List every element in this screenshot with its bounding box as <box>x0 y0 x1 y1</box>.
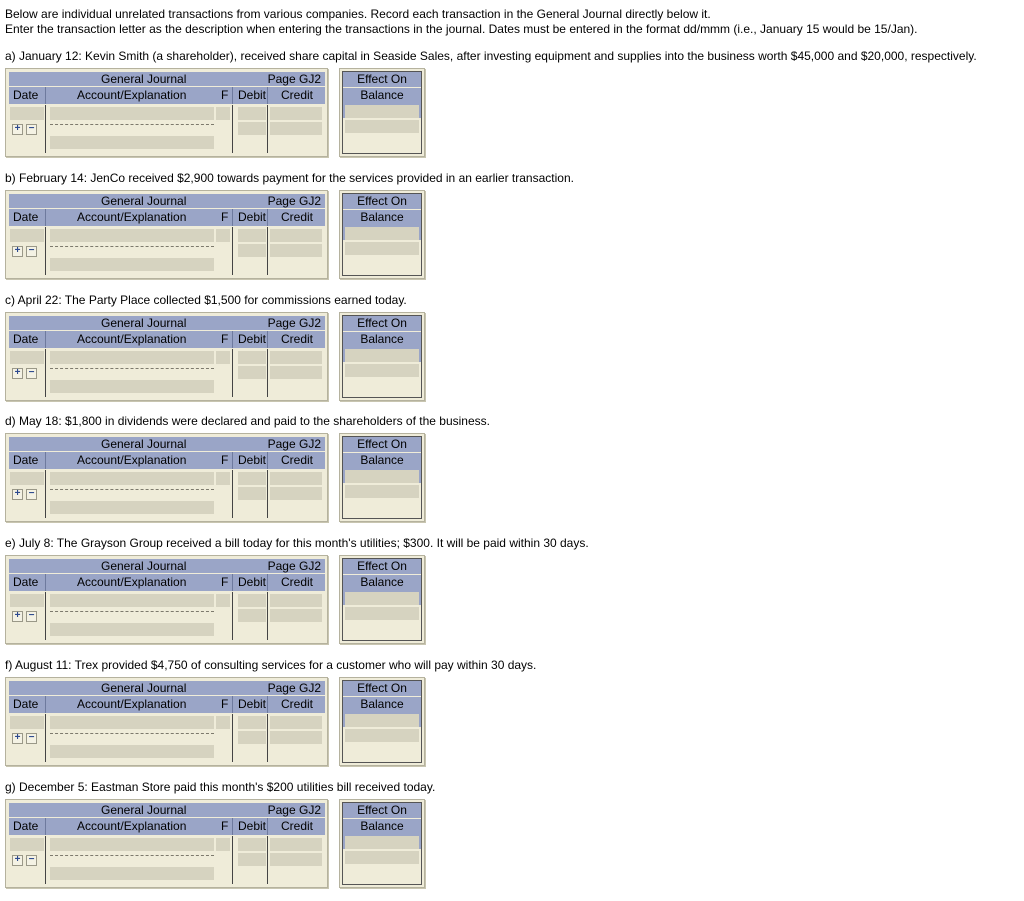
body-divider <box>267 470 268 518</box>
debit-input[interactable] <box>238 609 266 622</box>
effect-header-line-1: Effect On <box>343 316 421 331</box>
general-journal <box>5 68 328 157</box>
column-f: F <box>221 818 229 833</box>
explanation-input[interactable] <box>50 745 214 758</box>
debit-input[interactable] <box>238 244 266 257</box>
transaction-description: a) January 12: Kevin Smith (a shareholder), received share capital in Seaside Sales, after investing equipment and supplies into the business worth $45,000 and $20,000, respectively. <box>5 49 977 63</box>
effect-input[interactable] <box>345 607 419 620</box>
effect-input[interactable] <box>345 592 419 605</box>
column-f: F <box>221 331 229 346</box>
body-divider <box>45 349 46 397</box>
column-divider <box>267 696 268 713</box>
general-journal <box>5 312 328 401</box>
effect-on-balance-sheet <box>339 68 425 157</box>
date-input[interactable] <box>10 472 44 485</box>
body-divider <box>45 836 46 884</box>
journal-header-top <box>9 437 325 451</box>
column-f: F <box>221 697 229 711</box>
explanation-input[interactable] <box>50 623 214 636</box>
date-input[interactable] <box>10 107 44 120</box>
effect-inner-box <box>342 71 422 154</box>
transaction-description: d) May 18: $1,800 in dividends were declared and paid to the shareholders of the business. <box>5 414 490 429</box>
body-divider <box>45 105 46 153</box>
journal-column-headers <box>9 209 325 226</box>
credit-input[interactable] <box>270 609 322 622</box>
column-divider <box>45 452 46 469</box>
column-divider <box>45 696 46 713</box>
column-divider <box>232 818 233 835</box>
journal-header-top <box>9 194 325 208</box>
general-journal <box>5 799 328 888</box>
explanation-input[interactable] <box>50 867 214 880</box>
column-f: F <box>221 88 229 102</box>
column-divider <box>45 87 46 104</box>
body-divider <box>267 714 268 762</box>
effect-input[interactable] <box>345 105 419 118</box>
remove-row-button[interactable]: − <box>26 489 37 500</box>
remove-row-button[interactable]: − <box>26 124 37 135</box>
column-credit: Credit <box>281 331 314 346</box>
column-date: Date <box>13 331 39 346</box>
account-input[interactable] <box>50 229 214 242</box>
effect-input[interactable] <box>345 851 419 864</box>
column-debit: Debit <box>238 453 267 468</box>
effect-inner-box <box>342 193 422 276</box>
column-account-explanation: Account/Explanation <box>77 818 187 833</box>
column-account-explanation: Account/Explanation <box>77 88 187 102</box>
body-divider <box>232 349 233 397</box>
debit-input[interactable] <box>238 472 266 485</box>
effect-input[interactable] <box>345 485 419 498</box>
journal-header-top <box>9 803 325 817</box>
effect-inner-box <box>342 802 422 885</box>
add-row-button[interactable]: + <box>12 124 23 135</box>
add-row-button[interactable]: + <box>12 855 23 866</box>
add-row-button[interactable]: + <box>12 611 23 622</box>
column-divider <box>267 574 268 591</box>
body-divider <box>267 349 268 397</box>
body-divider <box>232 836 233 884</box>
effect-header-line-2: Balance <box>343 210 421 240</box>
credit-input[interactable] <box>270 594 322 607</box>
add-row-button[interactable]: + <box>12 733 23 744</box>
effect-inner-box <box>342 558 422 641</box>
journal-header-top <box>9 316 325 330</box>
journal-title: General Journal <box>101 315 187 330</box>
column-divider <box>45 331 46 348</box>
account-input[interactable] <box>50 838 214 851</box>
column-debit: Debit <box>238 88 267 102</box>
effect-inner-box <box>342 315 422 398</box>
effect-input[interactable] <box>345 836 419 849</box>
column-f: F <box>221 575 229 590</box>
effect-input[interactable] <box>345 227 419 240</box>
credit-input[interactable] <box>270 229 322 242</box>
body-divider <box>232 714 233 762</box>
add-row-button[interactable]: + <box>12 246 23 257</box>
debit-input[interactable] <box>238 487 266 500</box>
credit-input[interactable] <box>270 838 322 851</box>
column-divider <box>45 818 46 835</box>
date-input[interactable] <box>10 229 44 242</box>
remove-row-button[interactable]: − <box>26 855 37 866</box>
credit-input[interactable] <box>270 351 322 364</box>
journal-column-headers <box>9 574 325 591</box>
credit-input[interactable] <box>270 244 322 257</box>
remove-row-button[interactable]: − <box>26 368 37 379</box>
credit-input[interactable] <box>270 487 322 500</box>
f-input[interactable] <box>216 472 230 485</box>
credit-input[interactable] <box>270 107 322 120</box>
effect-on-balance-sheet <box>339 312 425 401</box>
journal-column-headers <box>9 87 325 104</box>
journal-header-top <box>9 72 325 86</box>
column-divider <box>267 209 268 226</box>
general-journal <box>5 677 328 766</box>
effect-input[interactable] <box>345 364 419 377</box>
explanation-input[interactable] <box>50 258 214 271</box>
date-input[interactable] <box>10 838 44 851</box>
column-debit: Debit <box>238 209 267 224</box>
debit-input[interactable] <box>238 122 266 135</box>
column-date: Date <box>13 209 39 224</box>
explanation-input[interactable] <box>50 380 214 393</box>
account-separator <box>50 855 214 856</box>
transaction-description: b) February 14: JenCo received $2,900 towards payment for the services provided in an earlier transaction. <box>5 170 574 185</box>
general-journal <box>5 555 328 644</box>
column-credit: Credit <box>281 453 314 468</box>
column-account-explanation: Account/Explanation <box>77 697 187 711</box>
effect-header-line-1: Effect On <box>343 437 421 452</box>
date-input[interactable] <box>10 716 44 729</box>
transaction-description: e) July 8: The Grayson Group received a bill today for this month's utilities; $300. It will be paid within 30 days. <box>5 536 589 551</box>
body-divider <box>232 592 233 640</box>
effect-header-line-2: Balance <box>343 453 421 483</box>
journal-page: Page GJ2 <box>267 559 321 574</box>
column-credit: Credit <box>281 209 314 224</box>
credit-input[interactable] <box>270 716 322 729</box>
effect-input[interactable] <box>345 729 419 742</box>
column-debit: Debit <box>238 818 267 833</box>
effect-input[interactable] <box>345 242 419 255</box>
journal-page: Page GJ2 <box>267 193 321 208</box>
effect-header-line-2: Balance <box>343 697 421 727</box>
effect-input[interactable] <box>345 470 419 483</box>
column-f: F <box>221 209 229 224</box>
column-divider <box>45 574 46 591</box>
column-divider <box>232 87 233 104</box>
journal-column-headers <box>9 818 325 835</box>
credit-input[interactable] <box>270 122 322 135</box>
general-journal <box>5 433 328 522</box>
journal-title: General Journal <box>101 437 187 452</box>
column-divider <box>232 209 233 226</box>
body-divider <box>232 227 233 275</box>
journal-page: Page GJ2 <box>267 681 321 695</box>
column-credit: Credit <box>281 697 314 711</box>
column-divider <box>232 574 233 591</box>
account-separator <box>50 611 214 612</box>
add-row-button[interactable]: + <box>12 489 23 500</box>
journal-page: Page GJ2 <box>267 315 321 330</box>
debit-input[interactable] <box>238 731 266 744</box>
journal-page: Page GJ2 <box>267 72 321 86</box>
body-divider <box>45 227 46 275</box>
account-input[interactable] <box>50 472 214 485</box>
effect-inner-box <box>342 436 422 519</box>
effect-on-balance-sheet <box>339 799 425 888</box>
column-date: Date <box>13 88 39 102</box>
column-divider <box>267 87 268 104</box>
debit-input[interactable] <box>238 716 266 729</box>
transaction-description: c) April 22: The Party Place collected $1,500 for commissions earned today. <box>5 292 407 307</box>
account-input[interactable] <box>50 107 214 120</box>
journal-column-headers <box>9 452 325 469</box>
column-divider <box>232 696 233 713</box>
remove-row-button[interactable]: − <box>26 733 37 744</box>
column-credit: Credit <box>281 575 314 590</box>
journal-header-top <box>9 559 325 573</box>
body-divider <box>45 470 46 518</box>
instructions-line-1: Below are individual unrelated transactions from various companies. Record each transaction in the General Journal directly below it. <box>5 7 711 21</box>
journal-column-headers <box>9 696 325 713</box>
effect-input[interactable] <box>345 349 419 362</box>
effect-input[interactable] <box>345 714 419 727</box>
effect-on-balance-sheet <box>339 677 425 766</box>
effect-on-balance-sheet <box>339 555 425 644</box>
column-credit: Credit <box>281 818 314 833</box>
credit-input[interactable] <box>270 853 322 866</box>
body-divider <box>267 105 268 153</box>
column-divider <box>267 818 268 835</box>
column-credit: Credit <box>281 88 314 102</box>
effect-header-line-2: Balance <box>343 819 421 849</box>
account-input[interactable] <box>50 594 214 607</box>
journal-title: General Journal <box>101 681 187 695</box>
account-separator <box>50 368 214 369</box>
body-divider <box>45 714 46 762</box>
column-account-explanation: Account/Explanation <box>77 209 187 224</box>
effect-header-line-2: Balance <box>343 575 421 605</box>
column-divider <box>232 452 233 469</box>
column-divider <box>267 331 268 348</box>
debit-input[interactable] <box>238 853 266 866</box>
column-debit: Debit <box>238 697 267 711</box>
journal-title: General Journal <box>101 193 187 208</box>
f-input[interactable] <box>216 107 230 120</box>
column-date: Date <box>13 697 39 711</box>
body-divider <box>45 592 46 640</box>
body-divider <box>232 470 233 518</box>
account-separator <box>50 489 214 490</box>
explanation-input[interactable] <box>50 136 214 149</box>
credit-input[interactable] <box>270 472 322 485</box>
debit-input[interactable] <box>238 107 266 120</box>
effect-on-balance-sheet <box>339 433 425 522</box>
column-f: F <box>221 453 229 468</box>
column-debit: Debit <box>238 331 267 346</box>
journal-header-top <box>9 681 325 695</box>
instructions <box>5 7 918 37</box>
add-row-button[interactable]: + <box>12 368 23 379</box>
account-separator <box>50 246 214 247</box>
effect-input[interactable] <box>345 120 419 133</box>
journal-title: General Journal <box>101 802 187 817</box>
date-input[interactable] <box>10 351 44 364</box>
account-input[interactable] <box>50 716 214 729</box>
journal-page: Page GJ2 <box>267 802 321 817</box>
column-account-explanation: Account/Explanation <box>77 331 187 346</box>
column-divider <box>45 209 46 226</box>
credit-input[interactable] <box>270 731 322 744</box>
column-date: Date <box>13 575 39 590</box>
remove-row-button[interactable]: − <box>26 611 37 622</box>
f-input[interactable] <box>216 594 230 607</box>
effect-header-line-1: Effect On <box>343 194 421 209</box>
debit-input[interactable] <box>238 838 266 851</box>
instructions-line-2: Enter the transaction letter as the description when entering the transactions in the journal. Dates must be entered in the format dd/mmm (i.e., January 15 would be 15/Jan). <box>5 22 918 36</box>
account-separator <box>50 124 214 125</box>
column-debit: Debit <box>238 575 267 590</box>
journal-page: Page GJ2 <box>267 437 321 452</box>
remove-row-button[interactable]: − <box>26 246 37 257</box>
column-date: Date <box>13 818 39 833</box>
effect-header-line-1: Effect On <box>343 681 421 696</box>
credit-input[interactable] <box>270 366 322 379</box>
body-divider <box>267 836 268 884</box>
effect-header-line-2: Balance <box>343 88 421 118</box>
debit-input[interactable] <box>238 229 266 242</box>
f-input[interactable] <box>216 351 230 364</box>
effect-on-balance-sheet <box>339 190 425 279</box>
f-input[interactable] <box>216 716 230 729</box>
effect-inner-box <box>342 680 422 763</box>
f-input[interactable] <box>216 838 230 851</box>
general-journal <box>5 190 328 279</box>
debit-input[interactable] <box>238 366 266 379</box>
column-account-explanation: Account/Explanation <box>77 453 187 468</box>
column-divider <box>232 331 233 348</box>
transaction-description: f) August 11: Trex provided $4,750 of consulting services for a customer who will pay within 30 days. <box>5 658 537 672</box>
column-date: Date <box>13 453 39 468</box>
debit-input[interactable] <box>238 594 266 607</box>
effect-header-line-1: Effect On <box>343 72 421 87</box>
column-divider <box>267 452 268 469</box>
journal-title: General Journal <box>101 72 187 86</box>
effect-header-line-1: Effect On <box>343 559 421 574</box>
body-divider <box>232 105 233 153</box>
account-input[interactable] <box>50 351 214 364</box>
effect-header-line-1: Effect On <box>343 803 421 818</box>
body-divider <box>267 227 268 275</box>
journal-title: General Journal <box>101 559 187 574</box>
effect-header-line-2: Balance <box>343 332 421 362</box>
transaction-description: g) December 5: Eastman Store paid this month's $200 utilities bill received today. <box>5 779 436 794</box>
f-input[interactable] <box>216 229 230 242</box>
account-separator <box>50 733 214 734</box>
debit-input[interactable] <box>238 351 266 364</box>
journal-column-headers <box>9 331 325 348</box>
explanation-input[interactable] <box>50 501 214 514</box>
column-account-explanation: Account/Explanation <box>77 575 187 590</box>
date-input[interactable] <box>10 594 44 607</box>
body-divider <box>267 592 268 640</box>
